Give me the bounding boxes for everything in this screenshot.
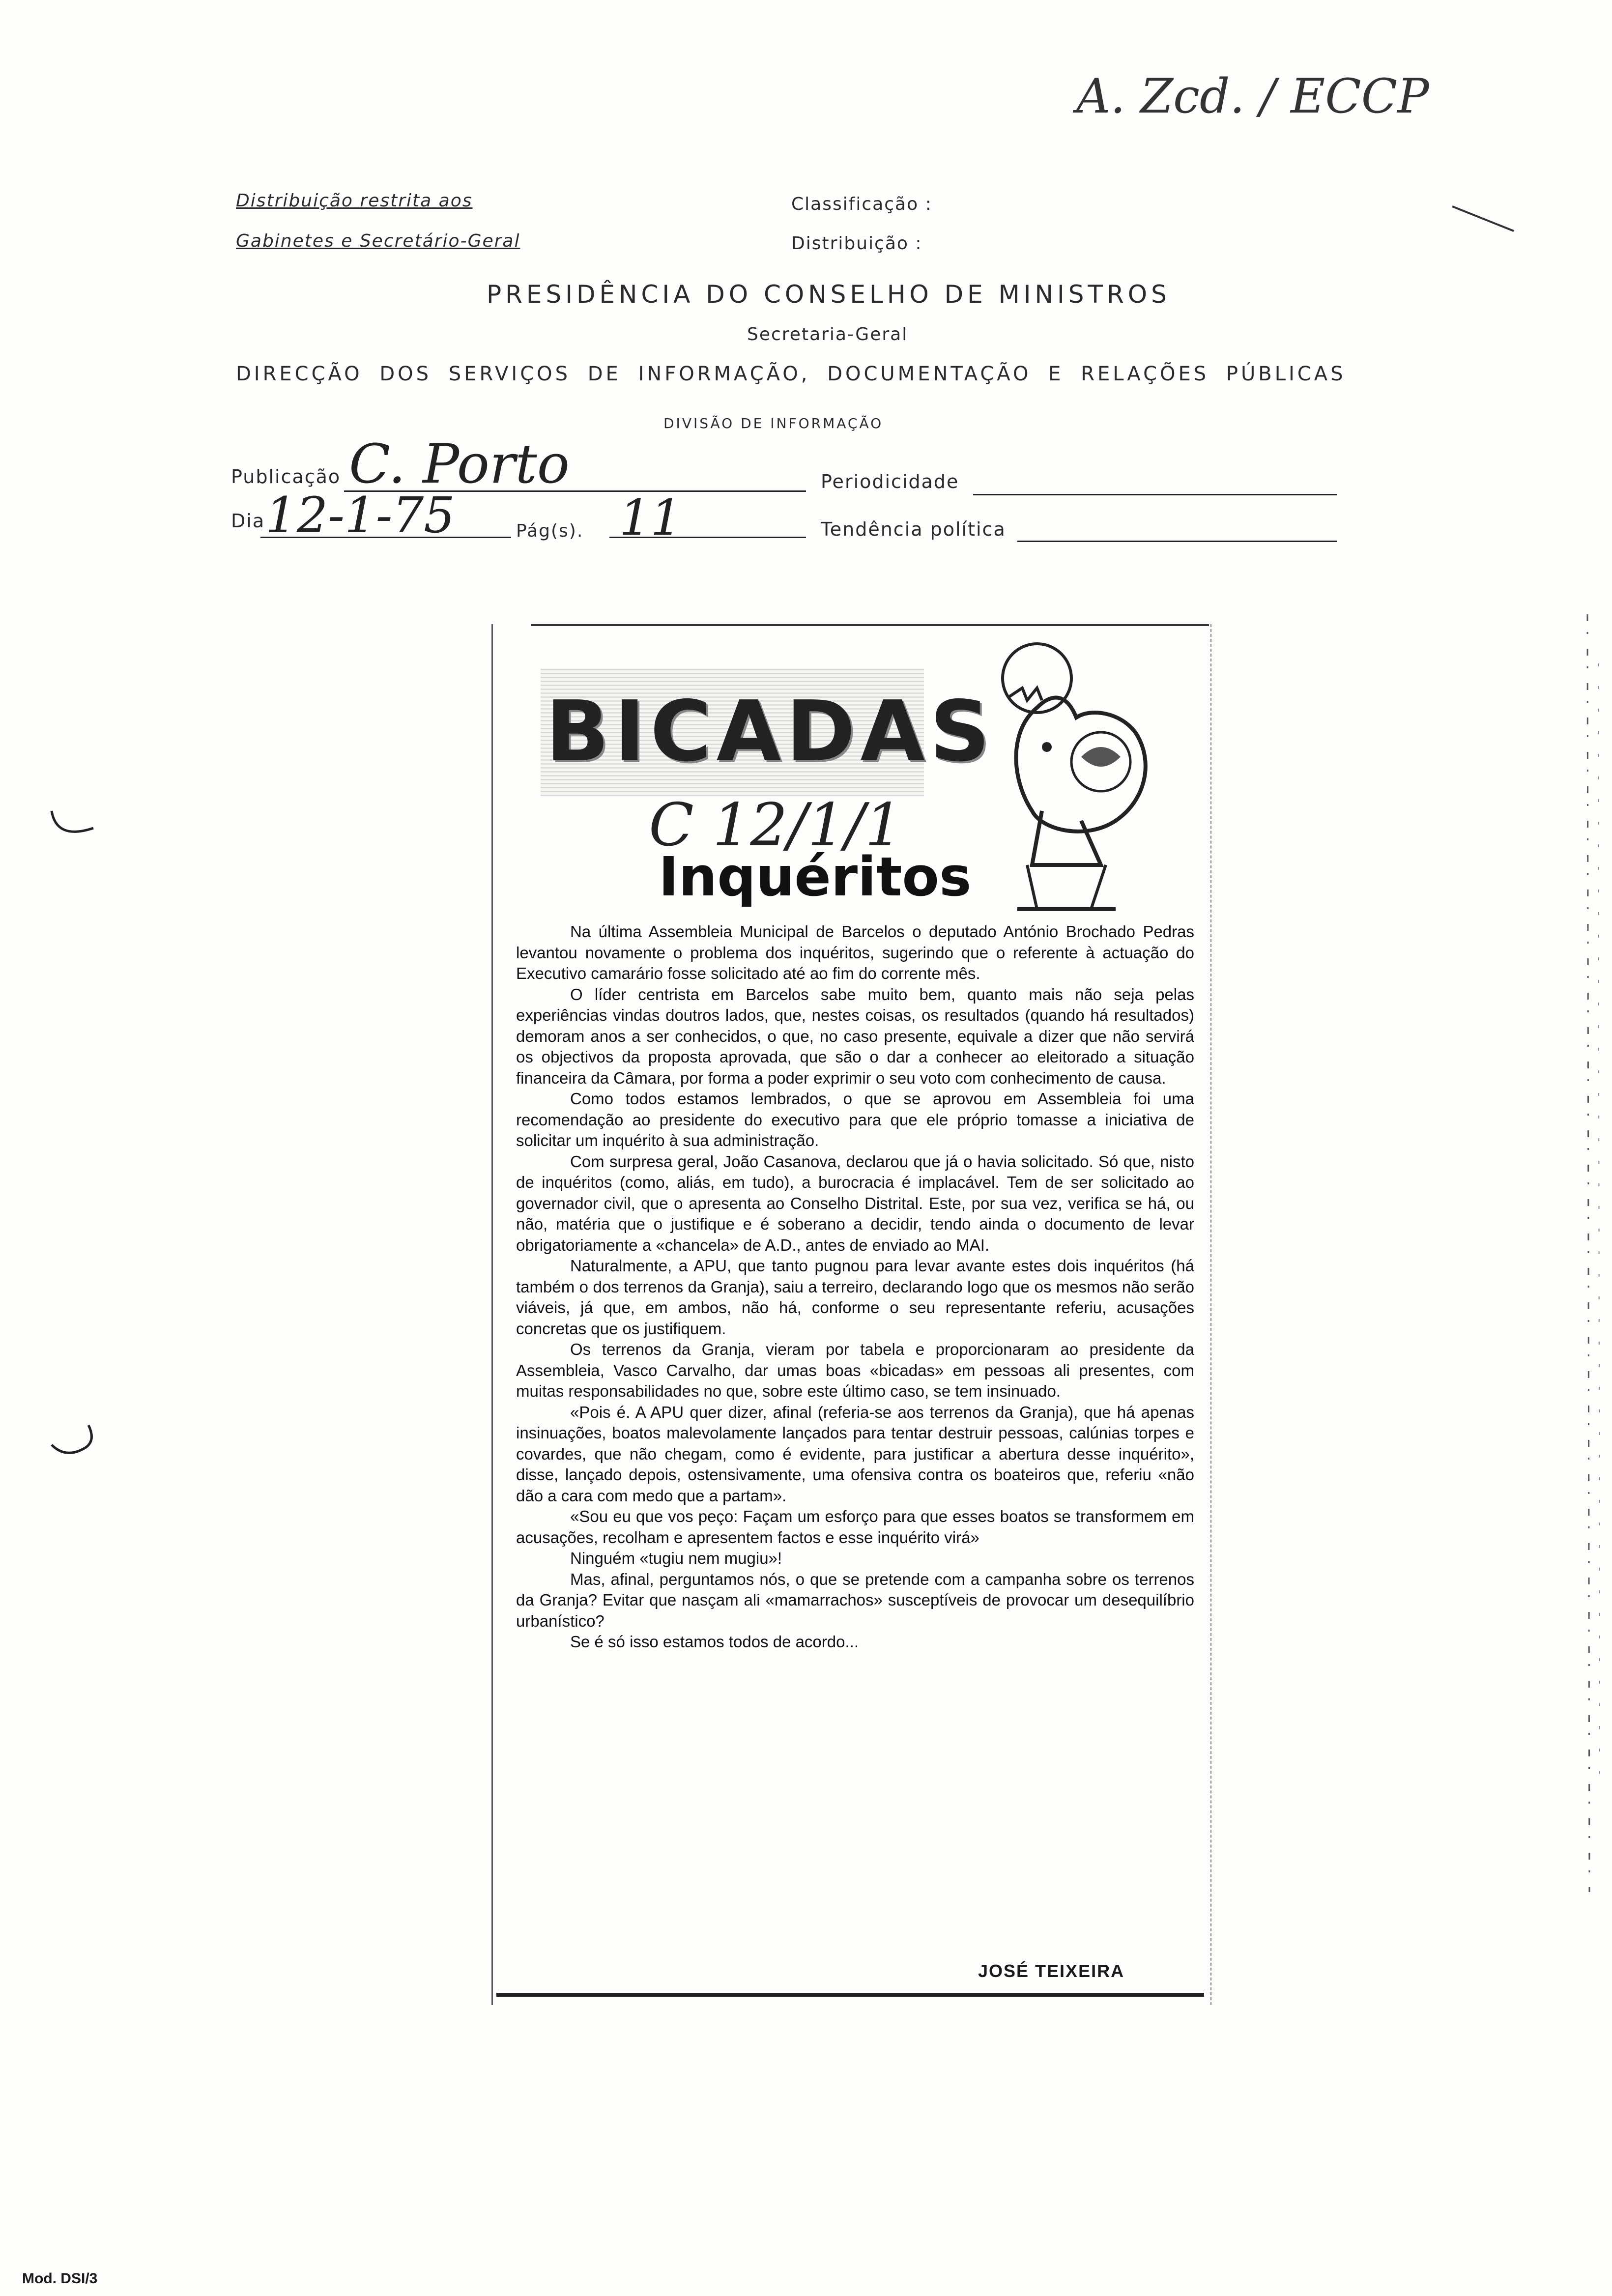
publication-value: C. Porto [349, 432, 570, 495]
distribution-label: Distribuição : [791, 233, 922, 254]
presidency-heading: PRESIDÊNCIA DO CONSELHO DE MINISTROS [487, 280, 1171, 309]
form-code: Mod. DSI/3 [22, 2270, 98, 2287]
pages-underline [609, 537, 806, 538]
article-paragraph: O líder centrista em Barcelos sabe muito bem, quanto mais não seja pelas experiências vindas doutros lados, que, nestes coisas, os resultados (quando há resultados) demoram anos a ser conhecidos, o que, no caso presente, equivale a dizer que não servirá os objectivos da proposta aprovada, que são o dar a conhecer ao eleitorado a situação financeira da Câmara, por forma a poder exprimir o seu voto com conhecimento de causa. [516, 985, 1194, 1087]
periodicity-underline [973, 494, 1337, 495]
punch-hole-mark-upper [47, 806, 101, 845]
handwritten-reference: A. Zcd. / ECCP [1076, 69, 1429, 124]
political-tendency-underline [1017, 541, 1337, 542]
distribution-restricted-line2: Gabinetes e Secretário-Geral [236, 231, 520, 251]
article-paragraph: «Pois é. A APU quer dizer, afinal (referia-se aos terrenos da Granja), que há apenas insinuações, boatos malevolamente lançados para tentar destruir pessoas, calúnias torpes e covardes, que não chegam, como é evidente, para justificar a abertura desse inquérito», disse, lançado depois, ostensivamente, uma ofensiva contra os boateiros que, referiu «não dão a cara com medo que a partam». [516, 1403, 1194, 1505]
publication-label: Publicação [231, 466, 341, 488]
political-tendency-label: Tendência política [821, 518, 1006, 540]
day-label: Dia [231, 510, 265, 532]
article-paragraph: Naturalmente, a APU, que tanto pugnou para levar avante estes dois inquéritos (há também o dos terrenos da Granja), saiu a terreiro, declarando logo que os mesmos não serão viáveis, já que, em ambos, não há, conforme o seu representante referiu, acusações concretas que os justifiquem. [516, 1257, 1194, 1338]
masthead-title: BICADAS [546, 683, 995, 780]
article-paragraph: Ninguém «tugiu nem mugiu»! [570, 1549, 782, 1567]
distribution-restricted-line1: Distribuição restrita aos [236, 191, 473, 211]
punch-hole-mark-lower [47, 1420, 101, 1464]
clipping-bottom-rule [496, 1993, 1204, 1997]
scan-edge-noise [1573, 614, 1607, 1892]
day-value: 12-1-75 [265, 487, 455, 544]
clipping-top-rule [531, 624, 1209, 626]
pages-value: 11 [619, 489, 682, 546]
article-paragraph: Na última Assembleia Municipal de Barcelos o deputado António Brochado Pedras levantou novamente o problema dos inquéritos, sugerindo que o referente à actuação do Executivo camarário fosse solicitado até ao fim do corrente mês. [516, 922, 1194, 982]
division-heading: DIVISÃO DE INFORMAÇÃO [663, 415, 884, 431]
article-paragraph: Se é só isso estamos todos de acordo... [570, 1633, 859, 1651]
secretariat-heading: Secretaria-Geral [747, 324, 908, 344]
article-paragraph: Como todos estamos lembrados, o que se aprovou em Assembleia foi uma recomendação ao presidente do executivo para que ele próprio tomasse a iniciativa de solicitar um inquérito à sua administração. [516, 1090, 1194, 1149]
margin-stroke-top-right [1450, 197, 1519, 236]
article-body [516, 921, 1194, 1653]
handwritten-scribble: C 12/1/1 [649, 791, 903, 860]
article-paragraph: Com surpresa geral, João Casanova, declarou que já o havia solicitado. Só que, nisto de inquéritos (como, aliás, em tudo), a burocracia é implacável. Tem de ser solicitado ao governador civil, que o apresenta ao Conselho Distrital. Este, por sua vez, verifica se há, ou não, matéria que o justifique e é soberano a decidir, tendo ainda o documento de levar obrigatoriamente a «chancela» de A.D., antes de enviado ao MAI. [516, 1152, 1194, 1254]
article-paragraph: Os terrenos da Granja, vieram por tabela e proporcionaram ao presidente da Assembleia, Vasco Carvalho, dar umas boas «bicadas» em pessoas ali presentes, com muitas responsabilidades no que, sobre este último caso, se tem insinuado. [516, 1340, 1194, 1400]
classification-label: Classificação : [791, 194, 932, 214]
article-title: Inquéritos [659, 845, 972, 908]
rooster-illustration [978, 634, 1184, 939]
direction-heading: DIRECÇÃO DOS SERVIÇOS DE INFORMAÇÃO, DOCUMENTAÇÃO E RELAÇÕES PÚBLICAS [236, 363, 1346, 385]
article-paragraph: Mas, afinal, perguntamos nós, o que se pretende com a campanha sobre os terrenos da Granja? Evitar que nasçam ali «mamarrachos» susceptíveis de provocar um desequilíbrio urbanístico? [516, 1570, 1194, 1630]
day-underline [260, 537, 511, 538]
periodicity-label: Periodicidade [821, 471, 959, 492]
article-paragraph: «Sou eu que vos peço: Façam um esforço para que esses boatos se transformem em acusações, recolham e apresentem factos e esse inquérito virá» [516, 1507, 1194, 1547]
article-author: JOSÉ TEIXEIRA [978, 1961, 1125, 1981]
pages-label: Pág(s). [516, 521, 584, 541]
